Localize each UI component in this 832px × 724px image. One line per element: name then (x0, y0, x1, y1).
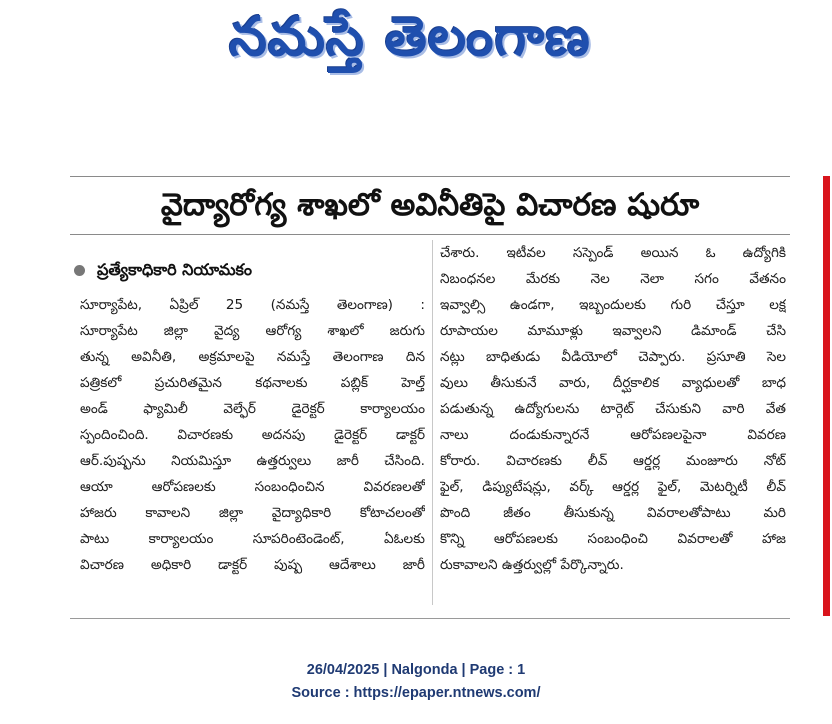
headline-bottom-rule (70, 234, 790, 235)
text-line: పత్రికలో ప్రచురితమైన కథనాలకు పబ్లిక్ హెల్త్ (80, 375, 425, 391)
article-subhead (74, 256, 252, 284)
text-line: ఆయా ఆరోపణలకు సంబంధించిన వివరణలతో (80, 479, 425, 495)
text-line: వులు తీసుకునే వారు, దీర్ఘకాలిక వ్యాధులతో బాధ (440, 375, 786, 391)
source-info: Source : https://epaper.ntnews.com/ (291, 685, 541, 701)
text-line: నాలు దండుకున్నారనే ఆరోపణలపైనా వివరణ (440, 427, 786, 443)
text-line: స్పందించింది. విచారణకు అదనపు డైరెక్టర్ డాక్టర్ (80, 427, 425, 443)
text-line: సూర్యాపేట జిల్లా వైద్య ఆరోగ్య శాఖలో జరుగు (80, 323, 425, 339)
headline-top-rule (70, 176, 790, 177)
text-line: హాజరు కావాలని జిల్లా వైద్యాధికారి కోటాచలంతో (80, 505, 425, 521)
edition-info: 26/04/2025 | Nalgonda | Page : 1 (306, 662, 526, 678)
text-line: పొంది జీతం తీసుకున్న వివరాలతోపాటు మరి (440, 505, 786, 521)
text-line: అండ్ ఫ్యామిలీ వెల్ఫేర్ డైరెక్టర్ కార్యాలయం (80, 401, 425, 417)
text-line: ఫైల్, డిప్యుటేషన్లు, వర్క్ ఆర్డర్ల ఫైల్, మెటర్నిటీ లీవ్ (440, 479, 786, 495)
text-line: కొన్ని ఆరోపణలకు సంబంధించి వివరాలతో హాజ (440, 531, 786, 547)
newspaper-masthead: నమస్తే తెలంగాణ (229, 5, 591, 68)
text-line: విచారణ అధికారి డాక్టర్ పుష్ప ఆదేశాలు జారీ (80, 557, 425, 573)
text-line: చేశారు. ఇటీవల సస్పెండ్ అయిన ఓ ఉద్యోగికి (440, 245, 786, 261)
text-line: ఆర్.పుష్పను నియమిస్తూ ఉత్తర్వులు జారీ చేసింది. (80, 453, 425, 469)
text-line: రూపాయల మామూళ్లు ఇవ్వాలని డిమాండ్ చేసి (440, 323, 786, 339)
article-headline: వైద్యారోగ్య శాఖలో అవినీతిపై విచారణ షురూ (160, 187, 700, 223)
article-column-left (80, 292, 425, 578)
text-line: పాటు కార్యాలయం సూపరింటెండెంట్, ఏఓలకు (80, 531, 425, 547)
bullet-icon (74, 265, 85, 276)
article-column-right (440, 240, 786, 578)
subhead-text: ప్రత్యేకాధికారి నియామకం (97, 260, 253, 279)
text-line: సూర్యాపేట, ఏప్రిల్ 25 (నమస్తే తెలంగాణ) : (80, 297, 425, 313)
text-line: నిబంధనల మేరకు నెల నెలా సగం వేతనం (440, 271, 786, 287)
text-line: ఇవ్వాల్సి ఉండగా, ఇబ్బందులకు గురి చేస్తూ లక్ష (440, 297, 786, 313)
text-line: తున్న అవినీతి, అక్రమాలపై నమస్తే తెలంగాణ దిన (80, 349, 425, 365)
column-divider (432, 240, 433, 605)
text-line: నట్లు బాధితుడు వీడియోలో చెప్పారు. ప్రసూతి సెల (440, 349, 786, 365)
article-bottom-rule (70, 618, 790, 619)
text-line: రుకావాలని ఉత్తర్వుల్లో పేర్కొన్నారు. (440, 557, 624, 573)
text-line: కోరారు. విచారణకు లీవ్ ఆర్డర్ల మంజూరు నోట్ (440, 453, 786, 469)
red-side-bar (823, 176, 830, 616)
text-line: పడుతున్న ఉద్యోగులను టార్గెట్ చేసుకుని వారి వేత (440, 401, 786, 417)
